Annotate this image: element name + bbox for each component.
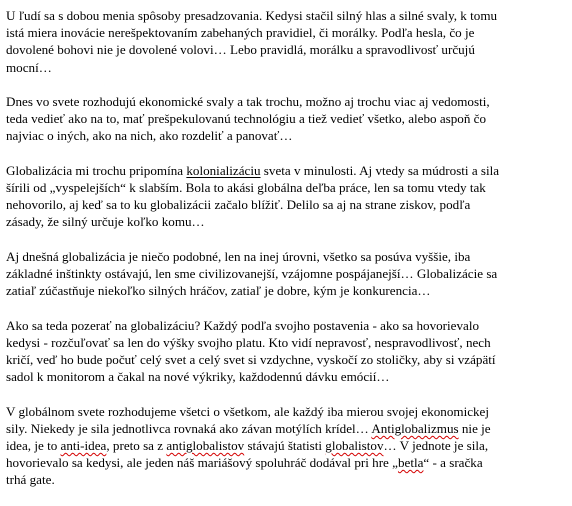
marked-word: Antiglobalizmus xyxy=(371,420,459,436)
text-line: U ľudí sa s dobou menia spôsoby presadzovania. Kedysi stačil silný hlas a silné svaly, k tomu xyxy=(6,8,498,23)
marked-word: antiglobalistov xyxy=(166,438,245,453)
text-line: šírili od „vyspelejších“ k slabším. Bola to akási globálna deľba práce, len sa tomu vtedy tak xyxy=(6,180,486,195)
text-line: Globalizácia mi trochu pripomína kolonializáciu sveta v minulosti. Aj vtedy sa múdrosti a sila xyxy=(6,162,500,178)
text-line: zásady, že silný určuje koľko komu… xyxy=(6,214,205,230)
paragraph-3 xyxy=(6,162,566,231)
text-line: idea, je to anti-idea, preto sa z antiglobalistov stávajú štatisti globalistov… V jednote je sila, xyxy=(6,438,489,453)
text-line: trhá gate. xyxy=(6,472,55,488)
text-line: sadol k monitorom a čakal na nové výkriky, každodennú dávku emócií… xyxy=(6,369,390,385)
text-line: dovolené bohovi nie je dovolené volovi… Lebo pravidlá, morálku a spravodlivosť určujú xyxy=(6,42,475,58)
text-line: istá miera inovácie nerešpektovaním zabehaných pravidiel, či morálky. Podľa hesla, čo je xyxy=(6,25,475,41)
paragraph-1 xyxy=(6,7,566,76)
text-line: mocní… xyxy=(6,59,52,75)
marked-word: betla xyxy=(397,455,424,471)
text-line: V globálnom svete rozhodujeme všetci o všetkom, ale každý iba mierou svojej ekonomickej xyxy=(6,403,490,419)
paragraph-6 xyxy=(6,403,566,489)
text-line: základné inštinkty ostávajú, len sme civilizovanejší, vzájomne pospájanejší… Globalizácie sa xyxy=(6,266,498,281)
text-line: kričí, veď ho bude počuť celý svet a celý svet si vzdychne, vyskočí zo stoličky, aby si vzápätí xyxy=(6,352,496,367)
text-line: sily. Niekedy je sila jednotlivca rovnaká ako závan motýlích krídel… Antiglobalizmus nie je xyxy=(6,420,491,436)
marked-word: kolonializáciu xyxy=(186,162,261,178)
text-line: teda vedieť ako na to, mať prešpekulovanú technológiu a tiež vedieť všetko, alebo aspoň čo xyxy=(6,111,486,127)
marked-word: globalistov xyxy=(325,438,384,453)
text-line: zatiaľ zúčastňuje niekoľko silných hráčov, zatiaľ je dobre, kým je konkurencia… xyxy=(6,283,431,299)
text-line: kedysi - rozčuľovať sa len do výšky svojho platu. Kto vidí nepravosť, nespravodlivosť, nech xyxy=(6,334,491,350)
text-line: Ako sa teda pozerať na globalizáciu? Každý podľa svojho postavenia - ako sa hovorievalo xyxy=(6,317,480,333)
text-line: nehovorilo, aj keď sa to ku globalizácii začalo blížiť. Delilo sa aj na strane ziskov, podľa xyxy=(6,197,471,213)
text-line: hovorievalo sa kedysi, ale jeden náš mariášový spoluhráč dodával pri hre „betla“ - a sračka xyxy=(6,455,483,471)
text-line: Dnes vo svete rozhodujú ekonomické svaly a tak trochu, možno aj trochu viac aj vedomosti, xyxy=(6,94,490,109)
marked-word: anti-idea xyxy=(60,438,107,453)
paragraph-2 xyxy=(6,93,566,145)
text-line: Aj dnešná globalizácia je niečo podobné, len na inej úrovni, všetko sa posúva vyššie, iba xyxy=(6,248,471,264)
paragraph-4 xyxy=(6,248,566,300)
paragraph-5 xyxy=(6,317,566,386)
text-line: najviac o iných, ako na nich, ako rozdeliť a panovať… xyxy=(6,128,293,144)
document-body xyxy=(6,7,566,506)
